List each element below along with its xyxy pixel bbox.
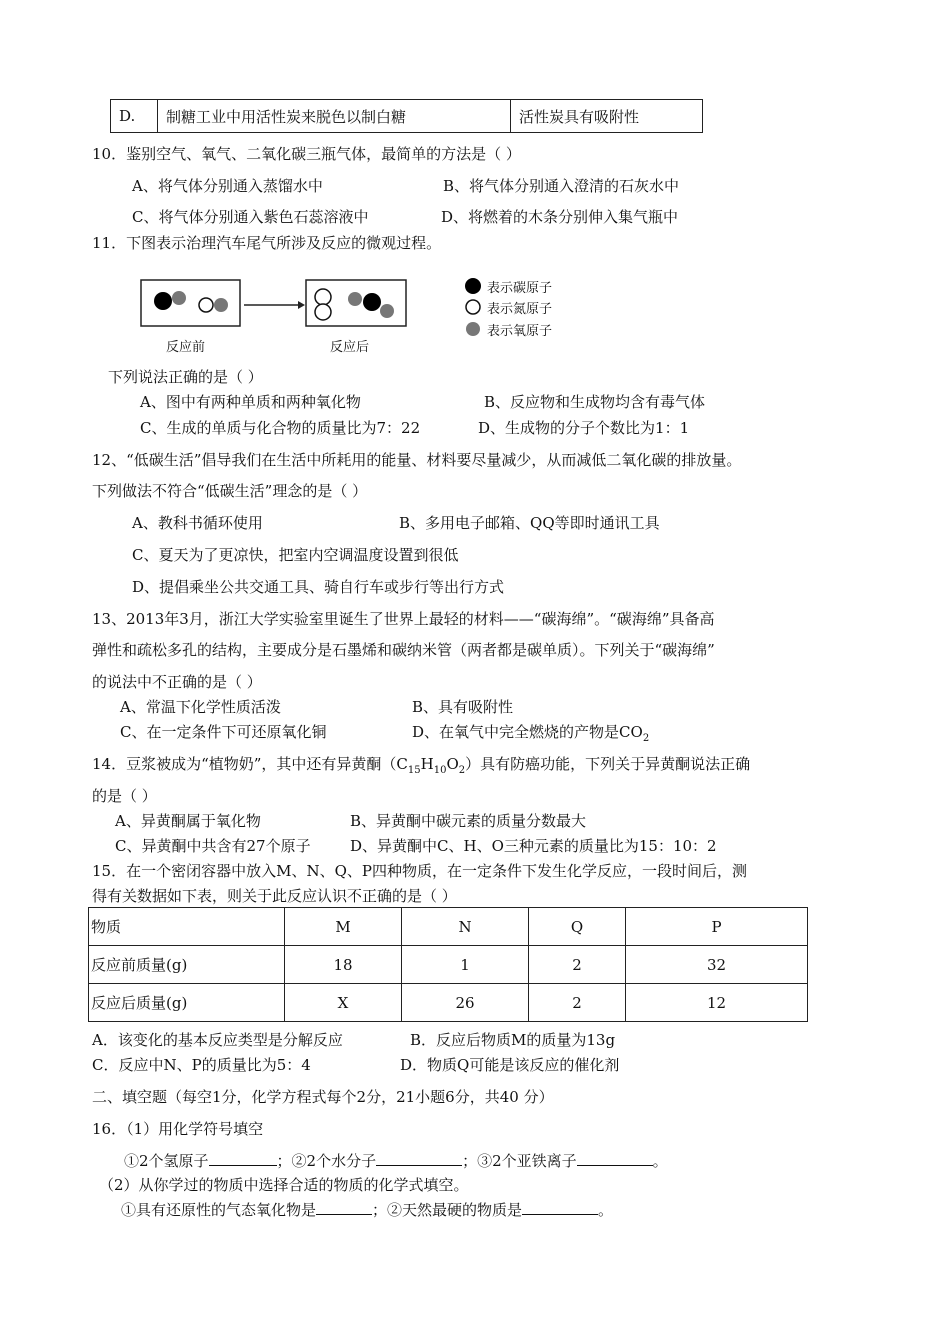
answer-blank[interactable] bbox=[577, 1151, 653, 1166]
q13-stem-3: 的说法中不正确的是（ ） bbox=[92, 673, 262, 691]
q15-option-c: C．反应中N、P的质量比为5：4 bbox=[92, 1056, 311, 1074]
section-2-heading: 二、填空题（每空1分，化学方程式每个2分，21小题6分，共40 分） bbox=[92, 1088, 554, 1106]
q13-option-c: C、在一定条件下可还原氧化铜 bbox=[120, 723, 327, 741]
q16-end-1: 。 bbox=[652, 1152, 668, 1170]
q15-header-n: N bbox=[402, 908, 529, 946]
q10-option-a: A、将气体分别通入蒸馏水中 bbox=[132, 177, 323, 195]
legend-oxygen: 表示氧原子 bbox=[487, 324, 553, 339]
q12-option-a: A、教科书循环使用 bbox=[132, 514, 263, 532]
q13-stem-1: 13、2013年3月，浙江大学实验室里诞生了世界上最轻的材料——“碳海绵”。“碳海绵”具备高 bbox=[92, 610, 715, 628]
q16-part-1: 16．（1）用化学符号填空 bbox=[92, 1120, 264, 1138]
q15-row2-n: 26 bbox=[402, 984, 529, 1022]
q15-row1-n: 1 bbox=[402, 946, 529, 984]
q15-header-p: P bbox=[626, 908, 808, 946]
q15-row2-label: 反应后质量(g) bbox=[89, 984, 285, 1022]
q10-option-d: D、将燃着的木条分别伸入集气瓶中 bbox=[441, 208, 679, 226]
q15-row2-m: X bbox=[285, 984, 402, 1022]
q16-line-1 bbox=[124, 1151, 668, 1171]
q15-row1-p: 32 bbox=[626, 946, 808, 984]
q14-stem-2: 的是（ ） bbox=[92, 787, 157, 805]
q15-header-m: M bbox=[285, 908, 402, 946]
label-after: 反应后 bbox=[330, 340, 370, 355]
q10-option-b: B、将气体分别通入澄清的石灰水中 bbox=[443, 177, 680, 195]
q10-stem: 10．鉴别空气、氧气、二氧化碳三瓶气体，最简单的方法是（ ） bbox=[92, 145, 521, 163]
top-table bbox=[110, 99, 703, 133]
q16-end-2: 。 bbox=[598, 1201, 614, 1219]
q10-option-c: C、将气体分别通入紫色石蕊溶液中 bbox=[132, 208, 369, 226]
answer-blank[interactable] bbox=[376, 1151, 462, 1166]
legend-nitrogen: 表示氮原子 bbox=[487, 302, 553, 317]
q16-item-1: ①2个氢原子 bbox=[124, 1152, 209, 1170]
q15-stem-2: 得有关数据如下表，则关于此反应认识不正确的是（ ） bbox=[92, 887, 457, 905]
top-table-cell-reason: 活性炭具有吸附性 bbox=[511, 100, 703, 133]
q13-option-d bbox=[412, 722, 649, 749]
q15-option-d: D．物质Q可能是该反应的催化剂 bbox=[400, 1056, 620, 1074]
q16-item-2: ；②2个水分子 bbox=[276, 1152, 377, 1170]
top-table-cell-label: D. bbox=[111, 100, 158, 133]
q12-stem-1: 12、“低碳生活”倡导我们在生活中所耗用的能量、材料要尽量减少，从而减低二氧化碳的排放量。 bbox=[92, 451, 742, 469]
q11-option-a: A、图中有两种单质和两种氧化物 bbox=[140, 393, 361, 411]
q15-header-substance: 物质 bbox=[89, 908, 285, 946]
q11-option-b: B、反应物和生成物均含有毒气体 bbox=[484, 393, 706, 411]
q15-row1-m: 18 bbox=[285, 946, 402, 984]
q16-part-2: （2）从你学过的物质中选择合适的物质的化学式填空。 bbox=[99, 1176, 469, 1194]
q14-option-a: A、异黄酮属于氧化物 bbox=[115, 812, 261, 830]
reaction-diagram bbox=[140, 274, 570, 360]
q14-option-b: B、异黄酮中碳元素的质量分数最大 bbox=[350, 812, 587, 830]
q11-prompt: 下列说法正确的是（ ） bbox=[108, 368, 263, 386]
q14-sub-h: 10 bbox=[433, 765, 447, 776]
q15-table-row bbox=[89, 984, 808, 1022]
q15-row2-p: 12 bbox=[626, 984, 808, 1022]
q13-option-b: B、具有吸附性 bbox=[412, 698, 514, 716]
q15-row1-q: 2 bbox=[529, 946, 626, 984]
q13-option-d-subscript: 2 bbox=[642, 733, 650, 744]
q15-table-header-row bbox=[89, 908, 808, 946]
top-table-cell-practice: 制糖工业中用活性炭来脱色以制白糖 bbox=[158, 100, 511, 133]
q11-stem: 11．下图表示治理汽车尾气所涉及反应的微观过程。 bbox=[92, 234, 442, 252]
q15-table-row bbox=[89, 946, 808, 984]
legend-carbon: 表示碳原子 bbox=[487, 281, 553, 296]
label-before: 反应前 bbox=[166, 340, 206, 355]
q14-stem-post: ）具有防癌功能，下列关于异黄酮说法正确 bbox=[465, 755, 751, 773]
q15-stem-1: 15．在一个密闭容器中放入M、N、Q、P四种物质，在一定条件下发生化学反应，一段时间后，测 bbox=[92, 862, 747, 880]
q11-option-c: C、生成的单质与化合物的质量比为7：22 bbox=[140, 419, 421, 437]
q11-option-d: D、生成物的分子个数比为1：1 bbox=[478, 419, 690, 437]
answer-blank[interactable] bbox=[522, 1200, 598, 1215]
q14-stem-pre: 14．豆浆被成为“植物奶”，其中还有异黄酮（C bbox=[92, 755, 408, 773]
q15-row1-label: 反应前质量(g) bbox=[89, 946, 285, 984]
q14-sub-c: 15 bbox=[407, 765, 421, 776]
q12-option-c: C、夏天为了更凉快，把室内空调温度设置到很低 bbox=[132, 546, 459, 564]
q13-stem-2: 弹性和疏松多孔的结构，主要成分是石墨烯和碳纳米管（两者都是碳单质）。下列关于“碳海绵” bbox=[92, 641, 715, 659]
q15-row2-q: 2 bbox=[529, 984, 626, 1022]
q16-item-4: ①具有还原性的气态氧化物是 bbox=[121, 1201, 317, 1219]
q16-line-2 bbox=[121, 1200, 613, 1220]
q14-o: O bbox=[446, 755, 459, 773]
answer-blank[interactable] bbox=[209, 1151, 277, 1166]
q15-option-b: B．反应后物质M的质量为13g bbox=[410, 1031, 616, 1049]
q13-option-d-text: D、在氧气中完全燃烧的产物是CO bbox=[412, 723, 643, 741]
q13-option-a: A、常温下化学性质活泼 bbox=[120, 698, 281, 716]
answer-blank[interactable] bbox=[316, 1200, 372, 1215]
q14-stem-1 bbox=[92, 754, 750, 781]
q16-item-5: ；②天然最硬的物质是 bbox=[372, 1201, 523, 1219]
q16-item-3: ；③2个亚铁离子 bbox=[462, 1152, 577, 1170]
q14-h: H bbox=[420, 755, 434, 773]
q15-header-q: Q bbox=[529, 908, 626, 946]
q14-option-c: C、异黄酮中共含有27个原子 bbox=[115, 837, 311, 855]
q12-stem-2: 下列做法不符合“低碳生活”理念的是（ ） bbox=[92, 482, 368, 500]
q12-option-b: B、多用电子邮箱、QQ等即时通讯工具 bbox=[399, 514, 660, 532]
q15-option-a: A．该变化的基本反应类型是分解反应 bbox=[92, 1031, 343, 1049]
q12-option-d: D、提倡乘坐公共交通工具、骑自行车或步行等出行方式 bbox=[132, 578, 505, 596]
q14-sub-o: 2 bbox=[458, 765, 466, 776]
q15-table bbox=[88, 907, 808, 1022]
q14-option-d: D、异黄酮中C、H、O三种元素的质量比为15：10：2 bbox=[350, 837, 717, 855]
